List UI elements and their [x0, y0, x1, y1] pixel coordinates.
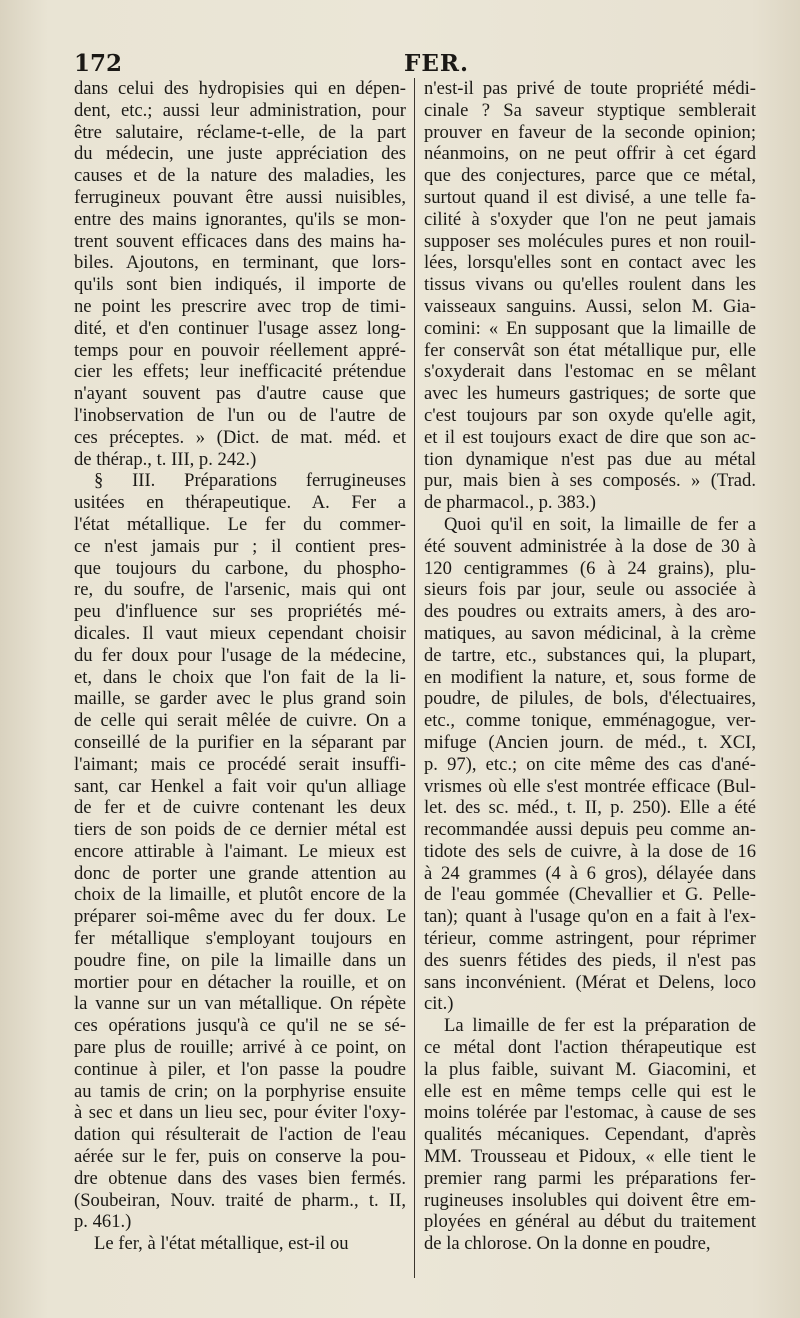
- left-column-line: pare plus de rouille; arrivé à ce point, on: [74, 1037, 406, 1059]
- right-column-line: rugineuses insolubles qui doivent être em-: [424, 1189, 756, 1211]
- right-column-line: Quoi qu'il en soit, la limaille de fer a: [444, 513, 756, 535]
- left-column-line: entre des mains ignorantes, qu'ils se mon-: [74, 208, 406, 230]
- right-column-line: supposer ses molécules pures et non rouil-: [424, 230, 756, 252]
- left-column-line: l'état métallique. Le fer du commer-: [74, 513, 406, 535]
- right-column-line: cinale ? Sa saveur styptique semblerait: [424, 99, 756, 121]
- left-column-line: maille, se garder avec le plus grand soin: [74, 688, 406, 710]
- right-column-line: 120 centigrammes (6 à 24 grains), plu-: [424, 557, 756, 579]
- left-column-line: l'aimant; mais ce procédé serait insuffi-: [74, 753, 406, 775]
- left-column-line: trent souvent efficaces dans des mains ha-: [74, 230, 406, 252]
- left-column-line: la vanne sur un van métallique. On répète: [74, 993, 406, 1015]
- left-column-line: dans celui des hydropisies qui en dépen-: [74, 78, 406, 99]
- left-column-line: peu d'influence sur ses propriétés mé-: [74, 601, 406, 623]
- left-column-line: dent, etc.; aussi leur administration, pour: [74, 99, 406, 121]
- right-column-line: vaisseaux sanguins. Aussi, selon M. Gia-: [424, 295, 756, 317]
- right-column-line: tion dynamique n'est pas due au métal: [424, 448, 756, 470]
- right-column-line: avec les humeurs gastriques; de sorte que: [424, 383, 756, 405]
- left-column-line: du médecin, une juste appréciation des: [74, 143, 406, 165]
- left-column-line: dité, et d'en continuer l'usage assez long-: [74, 317, 406, 339]
- left-column-line: ferrugineux pouvant être aussi nuisibles,: [74, 186, 406, 208]
- page-header: [74, 44, 764, 78]
- left-column-line: encore attirable à l'aimant. Le mieux est: [74, 840, 406, 862]
- right-column-line: des poudres ou extraits amers, à des aro-: [424, 601, 756, 623]
- left-column-line: biles. Ajoutons, en terminant, que lors-: [74, 252, 406, 274]
- right-column-line: néanmoins, on ne peut offrir à cet égard: [424, 143, 756, 165]
- left-column-line: § III. Préparations ferrugineuses: [94, 470, 406, 492]
- right-column-line: de l'eau gommée (Chevallier et G. Pelle-: [424, 884, 756, 906]
- left-column-line: usitées en thérapeutique. A. Fer a: [74, 492, 406, 514]
- left-column-line: qu'ils sont bien indiqués, il importe de: [74, 274, 406, 296]
- right-column-line: tan); quant à l'usage qu'on en a fait à l'ex-: [424, 906, 756, 928]
- left-column-line: à sec et dans un lieu sec, pour éviter l'oxy-: [74, 1102, 406, 1124]
- right-column-line: matiques, au savon médicinal, à la crème: [424, 622, 756, 644]
- left-column-line: du fer doux pour l'usage de la médecine,: [74, 644, 406, 666]
- left-column-line: cier les effets; leur inefficacité prétendue: [74, 361, 406, 383]
- right-column-line: et il est toujours exact de dire que son ac-: [424, 426, 756, 448]
- right-column-line: cilité à s'oxyder que l'on ne peut jamais: [424, 208, 756, 230]
- left-column-line: donc de porter une grande attention au: [74, 862, 406, 884]
- left-column-line: n'ayant souvent pas d'autre cause que: [74, 383, 406, 405]
- text-columns: [74, 78, 764, 1310]
- right-column-line: qualités mécaniques. Cependant, d'après: [424, 1124, 756, 1146]
- left-column-line: au tamis de crin; on la porphyrise ensuite: [74, 1080, 406, 1102]
- right-column-line: que des conjectures, parce que ce métal,: [424, 165, 756, 187]
- left-column-line: temps pour en pouvoir réellement appré-: [74, 339, 406, 361]
- right-column-line: etc., comme tonique, emménagogue, ver-: [424, 710, 756, 732]
- right-column: [424, 78, 756, 1255]
- left-column-line: sant, car Henkel a fait voir qu'un alliage: [74, 775, 406, 797]
- left-column-line: de thérap., t. III, p. 242.): [74, 448, 257, 470]
- right-column-line: poudre, de pilules, de bols, d'électuaires,: [424, 688, 756, 710]
- left-column-line: ces opérations jusqu'à ce qu'il ne se sé-: [74, 1015, 406, 1037]
- right-column-line: mifuge (Ancien journ. de méd., t. XCI,: [424, 731, 756, 753]
- right-column-line: de tartre, etc., substances qui, la plupart,: [424, 644, 756, 666]
- right-column-line: des suenrs fétides des pieds, il n'est pas: [424, 949, 756, 971]
- left-column-line: dation qui résulterait de l'action de l'eau: [74, 1124, 406, 1146]
- left-column-line: mortier pour en détacher la rouille, et on: [74, 971, 406, 993]
- right-column-line: p. 97), etc.; on cite même des cas d'ané-: [424, 753, 756, 775]
- right-column-line: prouver en faveur de la seconde opinion;: [424, 121, 756, 143]
- running-title: FER.: [404, 50, 469, 77]
- left-column-line: (Soubeiran, Nouv. traité de pharm., t. II,: [74, 1189, 406, 1211]
- right-column-line: tidote des sels de cuivre, à la dose de 16: [424, 840, 756, 862]
- left-column-line: poudre fine, on pile la limaille dans un: [74, 949, 406, 971]
- right-column-line: elle est en même temps celle qui est le: [424, 1080, 756, 1102]
- right-column-line: de la chlorose. On la donne en poudre,: [424, 1233, 711, 1255]
- left-column-line: aérée sur le fer, puis on conserve la pou-: [74, 1146, 406, 1168]
- right-column-line: ce métal dont l'action thérapeutique est: [424, 1037, 756, 1059]
- left-column-line: l'inobservation de l'un ou de l'autre de: [74, 404, 406, 426]
- left-column-line: et, dans le choix que l'on fait de la li-: [74, 666, 406, 688]
- right-column-line: recommandée aussi depuis peu comme an-: [424, 819, 756, 841]
- right-column-line: vrismes où elle s'est montrée efficace (Bul-: [424, 775, 756, 797]
- left-column-line: conseillé de la purifier en la séparant par: [74, 731, 406, 753]
- left-column-line: continue à piler, et l'on passe la poudre: [74, 1058, 406, 1080]
- left-column-line: de fer et de cuivre contenant les deux: [74, 797, 406, 819]
- right-column-line: surtout quand il est divisé, a une telle fa-: [424, 186, 756, 208]
- left-column-line: causes et de la nature des maladies, les: [74, 165, 406, 187]
- right-column-line: La limaille de fer est la préparation de: [444, 1015, 756, 1037]
- right-column-line: fer conservât son état métallique pur, elle: [424, 339, 756, 361]
- right-column-line: MM. Trousseau et Pidoux, « elle tient le: [424, 1146, 756, 1168]
- left-column-line: fer métallique s'employant toujours en: [74, 928, 406, 950]
- right-column-line: la plus faible, suivant M. Giacomini, et: [424, 1058, 756, 1080]
- right-column-line: c'est toujours par son oxyde qu'elle agit,: [424, 404, 756, 426]
- right-column-line: pur, mais bien à ses composés. » (Trad.: [424, 470, 756, 492]
- right-column-line: en modifient la nature, et, sous forme de: [424, 666, 756, 688]
- right-column-line: n'est-il pas privé de toute propriété médi-: [424, 78, 756, 99]
- right-column-line: s'oxyderait dans l'estomac en se mêlant: [424, 361, 756, 383]
- left-column-line: Le fer, à l'état métallique, est-il ou: [94, 1233, 349, 1255]
- right-column-line: de pharmacol., p. 383.): [424, 492, 596, 514]
- right-column-line: sieurs fois par jour, seule ou associée à: [424, 579, 756, 601]
- left-column-line: dre obtenue dans des vases bien fermés.: [74, 1167, 406, 1189]
- page-number: 172: [74, 50, 123, 77]
- right-column-line: à 24 grammes (4 à 6 gros), délayée dans: [424, 862, 756, 884]
- right-column-line: été souvent administrée à la dose de 30 à: [424, 535, 756, 557]
- left-column-line: être salutaire, réclame-t-elle, de la part: [74, 121, 406, 143]
- right-column-line: sans inconvénient. (Mérat et Delens, loco: [424, 971, 756, 993]
- left-column-line: ces préceptes. » (Dict. de mat. méd. et: [74, 426, 406, 448]
- right-column-line: lées, lorsqu'elles sont en contact avec les: [424, 252, 756, 274]
- left-column-line: ce n'est jamais pur ; il contient pres-: [74, 535, 406, 557]
- right-column-line: tissus vivans ou qu'elles roulent dans les: [424, 274, 756, 296]
- left-column-line: re, du soufre, de l'arsenic, mais qui ont: [74, 579, 406, 601]
- right-column-line: premier rang parmi les préparations fer-: [424, 1167, 756, 1189]
- left-column-line: préparer soi-même avec du fer doux. Le: [74, 906, 406, 928]
- left-column-line: tiers de son poids de ce dernier métal est: [74, 819, 406, 841]
- left-column-line: dicales. Il vaut mieux cependant choisir: [74, 622, 406, 644]
- left-column-line: choix de la limaille, et plutôt encore de la: [74, 884, 406, 906]
- right-column-line: cit.): [424, 993, 454, 1015]
- left-column: [74, 78, 406, 1255]
- left-column-line: que toujours du carbone, du phospho-: [74, 557, 406, 579]
- right-column-line: comini: « En supposant que la limaille de: [424, 317, 756, 339]
- left-column-line: p. 461.): [74, 1211, 132, 1233]
- right-column-line: let. des sc. méd., t. II, p. 250). Elle a été: [424, 797, 756, 819]
- right-column-line: térieur, comme astringent, pour réprimer: [424, 928, 756, 950]
- left-column-line: ne point les prescrire avec trop de timi-: [74, 295, 406, 317]
- left-column-line: de celle qui serait mêlée de cuivre. On a: [74, 710, 406, 732]
- right-column-line: ployées en général au début du traitement: [424, 1211, 756, 1233]
- column-divider: [414, 78, 415, 1278]
- right-column-line: moins tolérée par l'estomac, à cause de ses: [424, 1102, 756, 1124]
